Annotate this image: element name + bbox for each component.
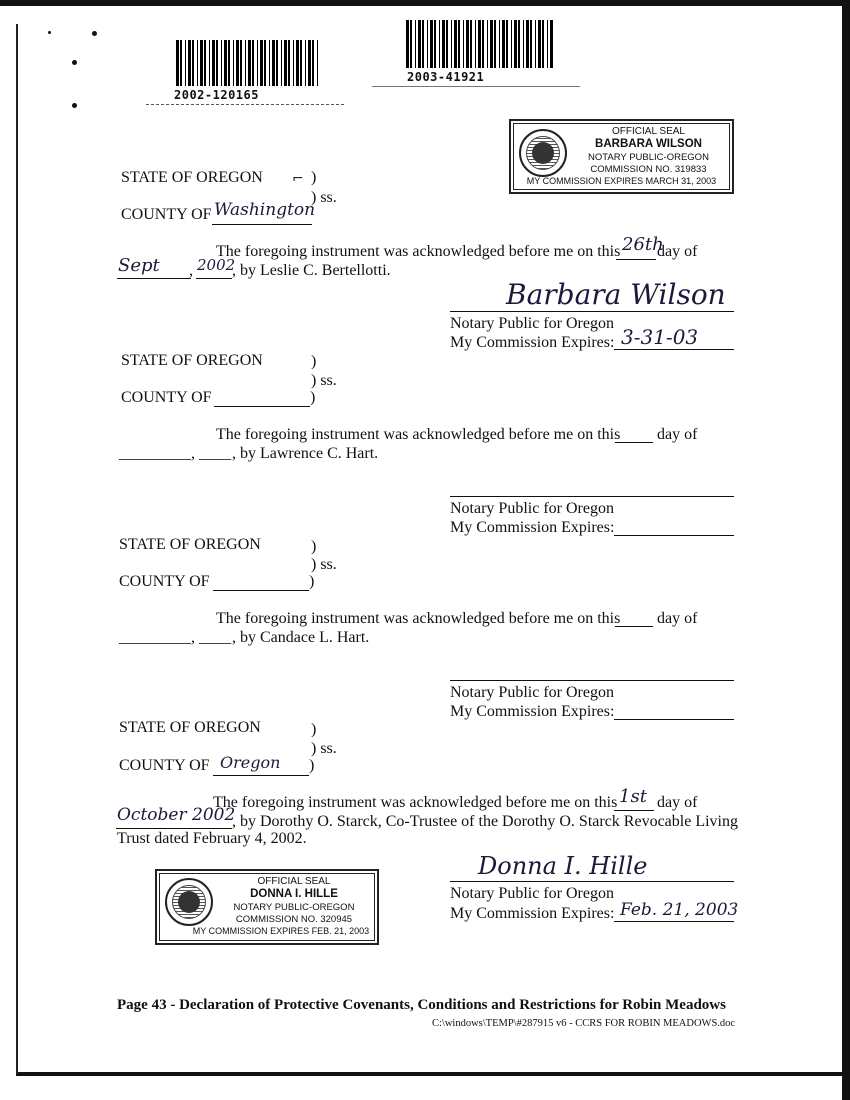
notary-signature: Barbara Wilson <box>506 278 726 311</box>
date-blank: _________, ____ <box>119 445 231 462</box>
paren: ) <box>311 169 317 186</box>
barcode-bar <box>446 20 448 68</box>
barcode-bar <box>410 20 412 68</box>
seal-line-3: MY COMMISSION EXPIRES FEB. 21, 2003 <box>192 926 370 936</box>
seal-line-1: NOTARY PUBLIC-OREGON <box>588 152 709 163</box>
seal-line-2: COMMISSION NO. 320945 <box>235 914 353 925</box>
expires-underline <box>614 535 734 536</box>
month-value-handwritten: Sept <box>118 255 160 276</box>
day-underline <box>614 810 654 811</box>
barcode-bar <box>451 20 452 68</box>
barcode-bar <box>276 40 278 86</box>
barcode-bar <box>439 20 440 68</box>
barcode-bar <box>494 20 496 68</box>
scan-border-right <box>842 0 850 1100</box>
month-underline <box>117 278 191 279</box>
day-of-label: day of <box>657 243 698 260</box>
scan-border-left <box>16 24 18 1074</box>
barcode-bar <box>442 20 445 68</box>
county-underline <box>212 224 312 225</box>
expires-underline <box>614 921 734 922</box>
county-value-handwritten: Washington <box>214 200 316 220</box>
expires-underline <box>614 349 734 350</box>
barcode-bar <box>176 40 179 86</box>
county-value-handwritten: Oregon <box>220 753 281 772</box>
barcode-bar <box>466 20 469 68</box>
barcode-bar <box>526 20 529 68</box>
paren: ) <box>311 538 317 555</box>
paren: ) <box>309 757 315 774</box>
by-text-continued: Trust dated February 4, 2002. <box>117 830 307 847</box>
barcode-bar <box>233 40 234 86</box>
scan-speck <box>92 31 97 36</box>
paren: ) <box>311 721 317 738</box>
day-underline <box>615 626 653 627</box>
commission-expires-value-handwritten: Feb. 21, 2003 <box>620 900 739 920</box>
barcode-bar <box>317 40 318 86</box>
county-label: COUNTY OF <box>119 573 210 590</box>
barcode-left-number: 2002-120165 <box>174 88 259 102</box>
state-label: STATE OF OREGON <box>119 719 261 736</box>
notary-public-label: Notary Public for Oregon <box>450 500 614 517</box>
acknowledgment-text: The foregoing instrument was acknowledged before me on this <box>216 610 621 627</box>
day-underline <box>615 442 653 443</box>
barcode-bar <box>252 40 254 86</box>
barcode-bar <box>192 40 194 86</box>
commission-expires-label: My Commission Expires: <box>450 519 615 536</box>
barcode-bar <box>502 20 505 68</box>
day-value-handwritten: 26th <box>622 234 664 255</box>
notary-public-label: Notary Public for Oregon <box>450 885 614 902</box>
barcode-bar <box>212 40 215 86</box>
barcode-bar <box>216 40 218 86</box>
barcode-bar <box>221 40 222 86</box>
barcode-bar <box>269 40 270 86</box>
signature-line <box>450 311 734 312</box>
barcode-bar <box>209 40 210 86</box>
county-underline <box>213 775 309 776</box>
day-of-label: day of <box>657 426 698 443</box>
scan-border-top <box>0 0 850 6</box>
by-text: , by Leslie C. Bertellotti. <box>232 262 391 279</box>
barcode-bar <box>470 20 472 68</box>
barcode-bar <box>281 40 282 86</box>
barcode-bar <box>272 40 275 86</box>
seal-title: OFFICIAL SEAL <box>612 126 685 137</box>
expires-underline <box>614 719 734 720</box>
punch-hole-mark <box>72 60 77 65</box>
barcode-left <box>176 40 320 86</box>
barcode-bar <box>204 40 206 86</box>
footer-file-path: C:\windows\TEMP\#287915 v6 - CCRS FOR ROBIN MEADOWS.doc <box>432 1018 736 1029</box>
county-label: COUNTY OF <box>119 757 210 774</box>
barcode-bar <box>535 20 536 68</box>
day-of-label: day of <box>657 610 698 627</box>
barcode-bar <box>487 20 488 68</box>
state-label: STATE OF OREGON <box>121 169 263 186</box>
barcode-bar <box>530 20 532 68</box>
signature-line <box>450 496 734 497</box>
barcode-bar <box>264 40 266 86</box>
scan-border-bottom <box>16 1072 850 1076</box>
seal-line-2: COMMISSION NO. 319833 <box>590 164 707 175</box>
year-value-handwritten: 2002 <box>197 256 236 274</box>
barcode-bar <box>458 20 460 68</box>
barcode-bar <box>245 40 246 86</box>
barcode-bar <box>499 20 500 68</box>
barcode-bar <box>550 20 553 68</box>
barcode-bar <box>312 40 314 86</box>
barcode-right-underline <box>372 86 580 87</box>
notary-public-label: Notary Public for Oregon <box>450 684 614 701</box>
state-label: STATE OF OREGON <box>121 352 263 369</box>
notary-public-label: Notary Public for Oregon <box>450 315 614 332</box>
barcode-bar <box>180 40 182 86</box>
barcode-bar <box>415 20 416 68</box>
barcode-bar <box>511 20 512 68</box>
ss-label: ) ss. <box>311 372 337 389</box>
county-label: COUNTY OF <box>121 206 212 223</box>
barcode-left-underline <box>146 104 344 105</box>
barcode-bar <box>463 20 464 68</box>
barcode-bar <box>434 20 436 68</box>
barcode-bar <box>422 20 424 68</box>
barcode-bar <box>257 40 258 86</box>
date-blank: _________, ____ <box>119 629 231 646</box>
commission-expires-label: My Commission Expires: <box>450 905 615 922</box>
signature-line <box>450 680 734 681</box>
by-text: , by Dorothy O. Starck, Co-Trustee of the Dorothy O. Starck Revocable Living <box>232 813 738 830</box>
paren: ) <box>310 389 316 406</box>
day-of-label: day of <box>657 794 698 811</box>
seal-name: DONNA I. HILLE <box>250 888 338 900</box>
barcode-bar <box>538 20 541 68</box>
barcode-bar <box>406 20 409 68</box>
signature-line <box>450 881 734 882</box>
notary-seal-barbara-wilson <box>509 119 734 194</box>
barcode-bar <box>506 20 508 68</box>
barcode-bar <box>490 20 493 68</box>
barcode-bar <box>185 40 186 86</box>
barcode-bar <box>240 40 242 86</box>
day-value-handwritten: 1st <box>619 786 647 807</box>
acknowledgment-text: The foregoing instrument was acknowledged before me on this <box>216 243 621 260</box>
barcode-bar <box>300 40 302 86</box>
barcode-bar <box>518 20 520 68</box>
barcode-bar <box>542 20 544 68</box>
comma: , <box>189 262 193 279</box>
barcode-bar <box>514 20 517 68</box>
barcode-bar <box>188 40 191 86</box>
county-underline <box>213 590 309 591</box>
year-underline <box>196 278 232 279</box>
month-year-value-handwritten: October 2002 <box>117 805 236 825</box>
ss-label: ) ss. <box>311 556 337 573</box>
seal-line-1: NOTARY PUBLIC-OREGON <box>233 902 355 913</box>
commission-expires-label: My Commission Expires: <box>450 703 615 720</box>
county-label: COUNTY OF <box>121 389 212 406</box>
seal-title: OFFICIAL SEAL <box>257 876 331 887</box>
barcode-bar <box>427 20 428 68</box>
barcode-bar <box>296 40 299 86</box>
by-text: , by Candace L. Hart. <box>232 629 370 646</box>
barcode-bar <box>308 40 311 86</box>
punch-hole-mark <box>72 103 77 108</box>
commission-expires-value-handwritten: 3-31-03 <box>621 325 699 349</box>
barcode-bar <box>284 40 287 86</box>
barcode-bar <box>236 40 239 86</box>
barcode-bar <box>547 20 548 68</box>
month-underline <box>116 828 232 829</box>
barcode-bar <box>293 40 294 86</box>
by-text: , by Lawrence C. Hart. <box>232 445 379 462</box>
day-underline <box>616 259 656 260</box>
barcode-bar <box>454 20 457 68</box>
scan-speck <box>48 31 51 34</box>
oregon-state-seal-icon <box>165 878 213 926</box>
paren: ) <box>309 573 315 590</box>
acknowledgment-text: The foregoing instrument was acknowledged before me on this <box>216 426 621 443</box>
paren: ) <box>311 353 317 370</box>
barcode-bar <box>200 40 203 86</box>
county-underline <box>214 406 310 407</box>
oregon-state-seal-icon <box>519 129 567 177</box>
barcode-bar <box>478 20 481 68</box>
barcode-bar <box>197 40 198 86</box>
commission-expires-label: My Commission Expires: <box>450 334 615 351</box>
barcode-bar <box>418 20 421 68</box>
barcode-bar <box>305 40 306 86</box>
barcode-bar <box>248 40 251 86</box>
notary-signature: Donna I. Hille <box>478 852 648 880</box>
handwritten-mark: ⌐ <box>292 171 304 187</box>
ss-label: ) ss. <box>311 189 337 206</box>
barcode-right <box>406 20 556 68</box>
barcode-bar <box>228 40 230 86</box>
barcode-bar <box>288 40 290 86</box>
state-label: STATE OF OREGON <box>119 536 261 553</box>
barcode-bar <box>224 40 227 86</box>
acknowledgment-text: The foregoing instrument was acknowledged before me on this <box>213 794 618 811</box>
barcode-bar <box>523 20 524 68</box>
notary-seal-donna-hille <box>155 869 379 945</box>
barcode-right-number: 2003-41921 <box>407 70 485 84</box>
barcode-bar <box>475 20 476 68</box>
seal-line-3: MY COMMISSION EXPIRES MARCH 31, 2003 <box>526 176 717 186</box>
barcode-bar <box>260 40 263 86</box>
barcode-bar <box>430 20 433 68</box>
barcode-bar <box>482 20 484 68</box>
seal-name: BARBARA WILSON <box>595 138 702 150</box>
footer-page-title: Page 43 - Declaration of Protective Covenants, Conditions and Restrictions for Robin Meadows <box>117 997 726 1013</box>
ss-label: ) ss. <box>311 740 337 757</box>
